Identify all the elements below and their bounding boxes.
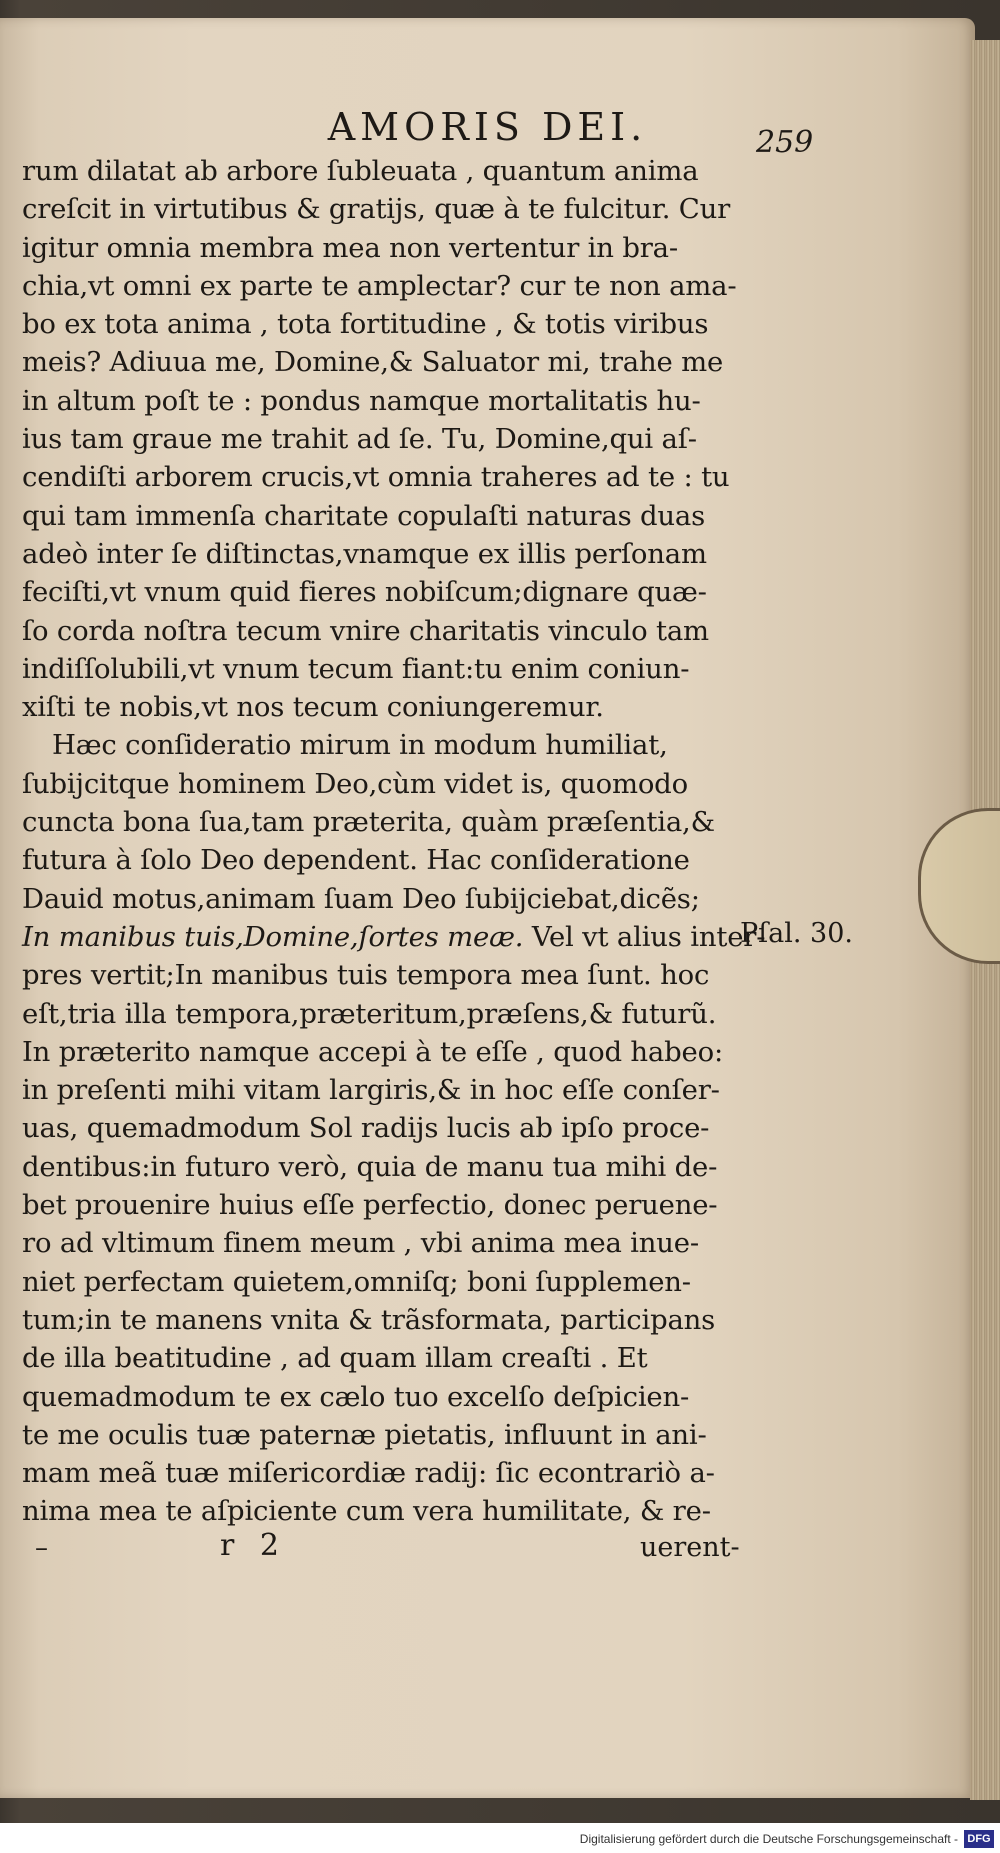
signature-mark: r 2 <box>220 1528 287 1563</box>
text-line: adeò inter ſe diſtinctas,vnamque ex illis perſonam <box>22 537 707 570</box>
text-line: chia,vt omni ex parte te amplectar? cur te non ama- <box>22 269 737 302</box>
dfg-logo: DFG <box>964 1830 994 1848</box>
footer-bar <box>0 1823 1000 1853</box>
text-line: qui tam immenſa charitate copulaſti naturas duas <box>22 499 706 532</box>
text-line: uas, quemadmodum Sol radijs lucis ab ipſo proce- <box>22 1112 710 1145</box>
text-line: ſo corda noſtra tecum vnire charitatis vinculo tam <box>22 614 709 647</box>
text-line: quemadmodum te ex cælo tuo excelſo deſpicien- <box>22 1380 690 1413</box>
text-line: ſubijcitque hominem Deo,cùm videt is, quomodo <box>22 767 688 800</box>
footer-credit: Digitalisierung gefördert durch die Deutsche Forschungsgemeinschaft - <box>579 1832 958 1846</box>
page-number: 259 <box>756 125 814 160</box>
text-line: in altum poſt te : pondus namque mortalitatis hu- <box>22 384 701 417</box>
text-line: ius tam graue me trahit ad ſe. Tu, Domine,qui aſ- <box>22 423 697 456</box>
text-line: nima mea te aſpiciente cum vera humilitate, & re- <box>22 1495 711 1528</box>
margin-note: Pſal. 30. <box>740 918 853 949</box>
text-line: futura à ſolo Deo dependent. Hac conſideratione <box>22 844 690 877</box>
text-line: indiſſolubili,vt vnum tecum fiant:tu enim coniun- <box>22 652 690 685</box>
text-line: ro ad vltimum finem meum , vbi anima mea inue- <box>22 1227 699 1260</box>
text-line: pres vertit;In manibus tuis tempora mea ſunt. hoc <box>22 959 710 992</box>
text-line: te me oculis tuæ paternæ pietatis, influunt in ani- <box>22 1418 707 1451</box>
text-line: rum dilatat ab arbore ſubleuata , quantum anima <box>22 155 699 187</box>
text-line: igitur omnia membra mea non vertentur in bra- <box>22 231 678 264</box>
text-line: xiſti te nobis,vt nos tecum coniungeremur. <box>22 691 604 724</box>
text-line: cendiſti arborem crucis,vt omnia traheres ad te : tu <box>22 461 730 494</box>
text-line: dentibus:in futuro verò, quia de manu tua mihi de- <box>22 1150 718 1183</box>
text-line: bet prouenire huius eſſe perfectio, donec peruene- <box>22 1189 718 1222</box>
paragraph-start-line: Hæc conſideratio mirum in modum humiliat, <box>52 729 668 762</box>
text-line: feciſti,vt vnum quid fieres nobiſcum;dignare quæ- <box>22 576 707 609</box>
text-line: niet perfectam quietem,omniſq; boni ſupplemen- <box>22 1265 691 1298</box>
text-line: Dauid motus,animam ſuam Deo ſubijciebat,dicẽs; <box>22 882 700 915</box>
text-line: meis? Adiuua me, Domine,& Saluator mi, trahe me <box>22 346 724 379</box>
text-line: eſt,tria illa tempora,præteritum,præſens,& futurũ. <box>22 997 717 1030</box>
text-line: bo ex tota anima , tota fortitudine , & totis viribus <box>22 308 709 341</box>
running-head: AMORIS DEI. <box>327 105 648 149</box>
body-text <box>22 152 766 1531</box>
quote-continuation: Vel vt alius inter- <box>523 920 766 953</box>
text-line: creſcit in virtutibus & gratijs, quæ à te fulcitur. Cur <box>22 193 731 226</box>
footer-dash: – <box>35 1533 48 1563</box>
scripture-quote-line <box>22 918 766 956</box>
text-line: In præterito namque accepi à te eſſe , quod habeo: <box>22 1035 724 1068</box>
text-line: tum;in te manens vnita & trãsformata, participans <box>22 1303 716 1336</box>
text-line: mam meã tuæ miſericordiæ radij: ſic econtrariò a- <box>22 1457 715 1490</box>
scripture-quote: In manibus tuis,Domine,ſortes meæ. <box>22 920 524 953</box>
text-line: de illa beatitudine , ad quam illam creaſti . Et <box>22 1342 648 1375</box>
text-line: in preſenti mihi vitam largiris,& in hoc eſſe conſer- <box>22 1074 720 1107</box>
text-line: cuncta bona ſua,tam præterita, quàm præſentia,& <box>22 806 715 839</box>
catchword: uerent- <box>640 1532 740 1563</box>
